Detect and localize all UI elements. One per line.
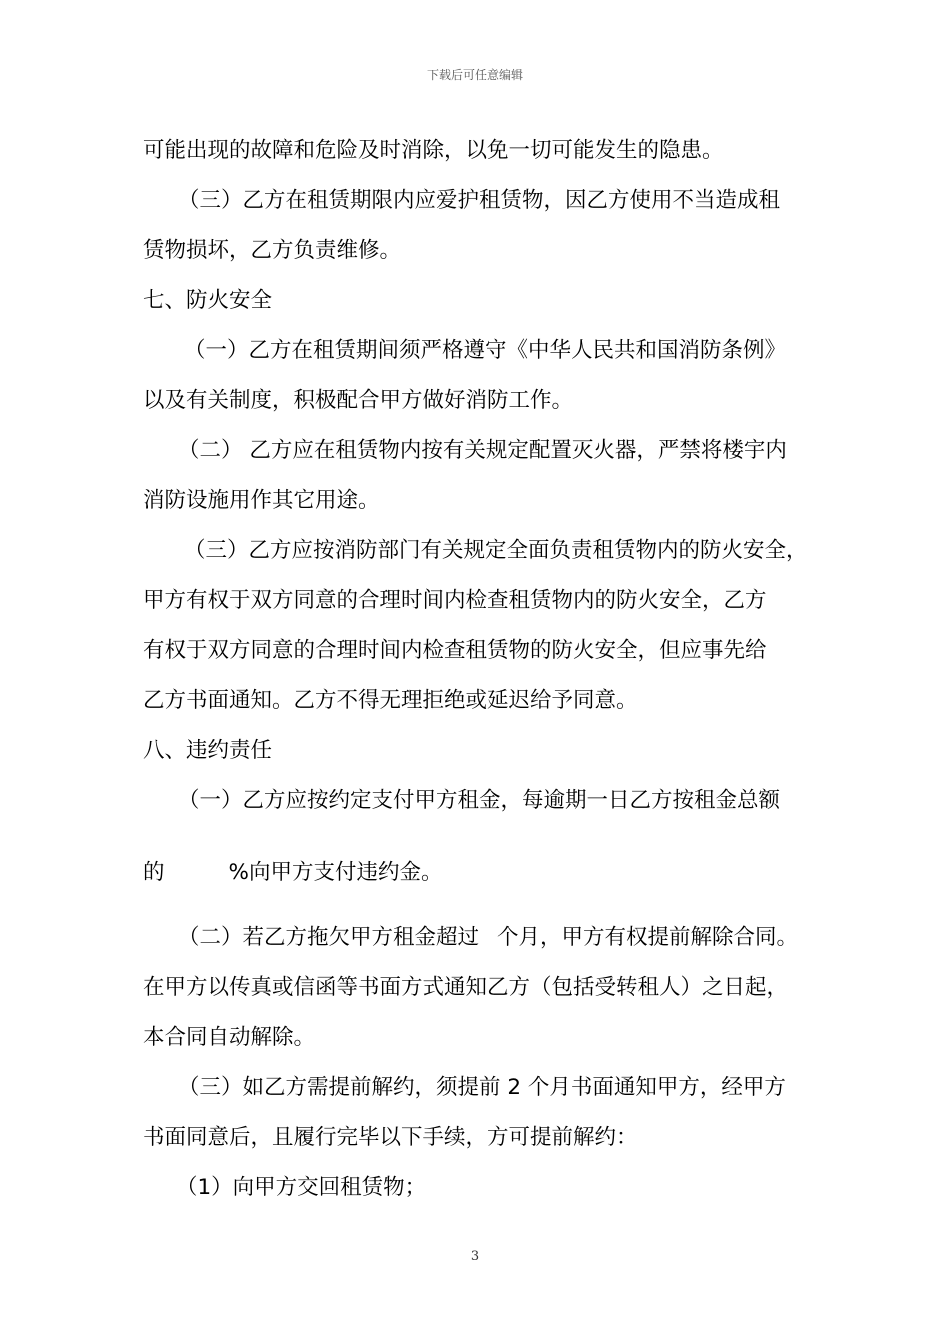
section-8-heading: 八、违约责任 [143,738,273,763]
penalty-suffix: %向甲方支付违约金。 [228,860,443,885]
clause-7-2-line-2: 消防设施用作其它用途。 [143,488,380,513]
section-7-heading: 七、防火安全 [143,288,273,313]
penalty-prefix: 的 [143,860,165,885]
clause-7-3-line-4: 乙方书面通知。乙方不得无理拒绝或延迟给予同意。 [143,688,638,713]
page-header: 下载后可任意编辑 [426,68,523,82]
clause-7-3-line-3: 有权于双方同意的合理时间内检查租赁物的防火安全，但应事先给 [143,638,767,663]
clause-8-2-line-3: 本合同自动解除。 [143,1025,316,1050]
clause-7-2-line-1: （二） 乙方应在租赁物内按有关规定配置灭火器，严禁将楼宇内 [178,438,787,463]
clause-7-1-line-2: 以及有关制度，积极配合甲方做好消防工作。 [143,388,574,413]
clause-8-3-item-1: （1）向甲方交回租赁物； [176,1175,427,1200]
clause-8-2-line-2: 在甲方以传真或信函等书面方式通知乙方（包括受转租人）之日起， [143,975,789,1000]
clause-7-1-line-1: （一）乙方在租赁期间须严格遵守《中华人民共和国消防条例》 [184,338,787,363]
clause-8-3-line-1: （三）如乙方需提前解约，须提前 2 个月书面通知甲方，经甲方 [178,1075,786,1100]
clause-8-3-line-2: 书面同意后，且履行完毕以下手续，方可提前解约： [143,1125,638,1150]
clause-6-3-line-1: （三）乙方在租赁期限内应爱护租赁物，因乙方使用不当造成租 [178,188,781,213]
body-line-1: 可能出现的故障和危险及时消除，以免一切可能发生的隐患。 [143,138,724,163]
arrears-suffix: 个月，甲方有权提前解除合同。 [497,925,799,950]
clause-8-1-line-1: （一）乙方应按约定支付甲方租金，每逾期一日乙方按租金总额 [178,788,781,813]
clause-7-3-line-2: 甲方有权于双方同意的合理时间内检查租赁物内的防火安全，乙方 [143,588,767,613]
page-number: 3 [470,1249,480,1264]
clause-8-2-line-1 [178,925,798,951]
clause-8-1-line-2 [143,860,442,886]
clause-6-3-line-2: 赁物损坏，乙方负责维修。 [143,238,402,263]
clause-7-3-line-1: （三）乙方应按消防部门有关规定全面负责租赁物内的防火安全， [184,538,808,563]
arrears-prefix: （二）若乙方拖欠甲方租金超过 [178,925,480,950]
